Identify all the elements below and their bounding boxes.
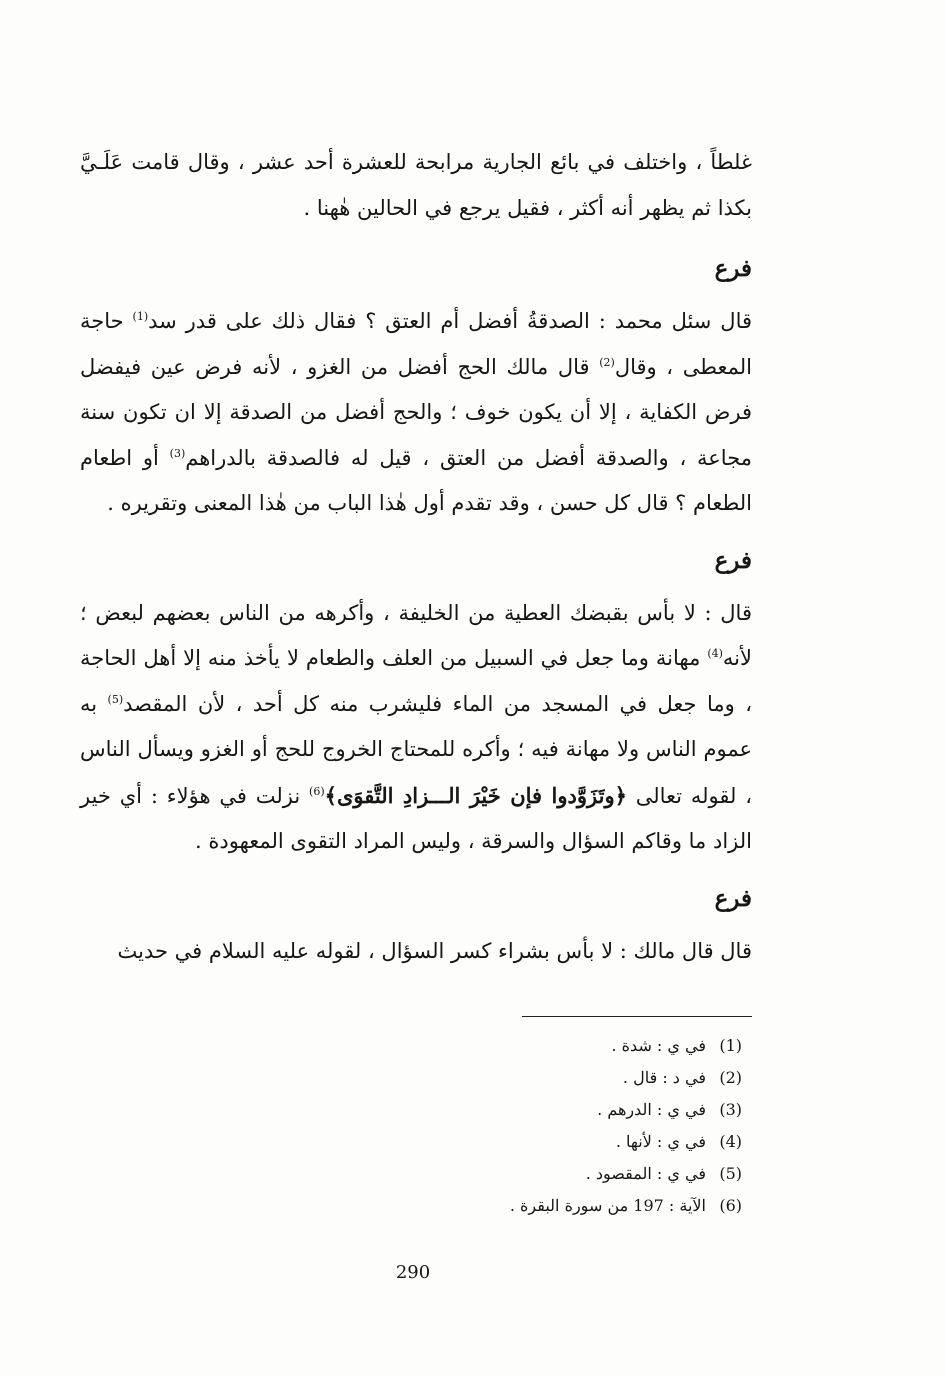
footnote-item	[400, 1158, 742, 1190]
footnote-ref-5[interactable]: (5)	[107, 692, 124, 706]
footnote-item	[400, 1030, 742, 1062]
footnote-number: (1)	[719, 1036, 742, 1055]
footnote-ref-2[interactable]: (2)	[599, 355, 615, 369]
footnote-text: في ي : المقصود .	[585, 1164, 706, 1183]
paragraph-3-part-d: نزلت في هؤلاء : أي خير الزاد ما وقاكم السؤال والسرقة ، وليس المراد التقوى المعهودة .	[80, 783, 752, 853]
paragraph-2-part-b: حاجة المعطى ، وقال	[80, 309, 752, 379]
quran-verse: ﴿وتَزَوَّدوا فإن خَيْرَ الـــزادِ التَّقوَى﴾	[324, 782, 627, 808]
paragraph-2-part-d: أو اطعام الطعام ؟ قال كل حسن ، وقد تقدم أول هٰذا الباب من هٰذا المعنى وتقريره .	[80, 445, 752, 515]
page-number: 290	[395, 1262, 431, 1283]
paragraph-3-part-b: مهانة وما جعل في السبيل من العلف والطعام لا يأخذ منه إلا أهل الحاجة ، وما جعل في المسجد من الماء فليشرب منه كل أحد ، لأن المقصد	[80, 646, 752, 716]
paragraph-2	[80, 299, 752, 527]
footnote-number: (4)	[719, 1132, 742, 1151]
footnote-ref-4[interactable]: (4)	[707, 647, 723, 660]
page-body	[80, 140, 752, 974]
paragraph-3	[80, 591, 752, 865]
paragraph-1: غلطاً ، واختلف في بائع الجارية مرابحة للعشرة أحد عشر ، وقال قامت عَلَـيَّ بكذا ثم يظهر أنه أكثر ، فقيل يرجع في الحالين هٰهنا .	[80, 150, 752, 220]
footnote-number: (6)	[719, 1196, 742, 1215]
footnote-item	[400, 1062, 742, 1094]
footnote-ref-6[interactable]: (6)	[309, 784, 325, 798]
footnote-ref-3[interactable]: (3)	[169, 446, 186, 460]
paragraph-2-part-a: قال سئل محمد : الصدقةُ أفضل أم العتق ؟ فقال ذلك على قدر سد	[148, 309, 753, 333]
paragraph-3-part-a: قال : لا بأس بقبضك العطية من الخليفة ، وأكرهه من الناس بعضهم لبعض ؛ لأنه	[80, 600, 752, 670]
footnote-text: في ي : شدة .	[611, 1036, 706, 1055]
paragraph-3-part-c: به عموم الناس ولا مهانة فيه ؛ وأكره للمحتاج الخروج للحج أو الغزو ويسأل الناس ، لقوله تعالى	[80, 691, 752, 808]
footnote-text: الآية : 197 من سورة البقرة .	[509, 1196, 706, 1215]
footnote-item	[400, 1190, 742, 1222]
footnote-number: (5)	[719, 1164, 742, 1183]
paragraph-2-part-c: قال مالك الحج أفضل من الغزو ، لأنه فرض عين فيفضل فرض الكفاية ، إلا أن يكون خوف ؛ والحج أفضل من الصدقة إلا ان تكون سنة مجاعة ، والصدقة أفضل من العتق ، قيل له فالصدقة بالدراهم	[80, 354, 753, 470]
footnote-item	[400, 1126, 742, 1158]
footnote-ref-1[interactable]: (1)	[132, 310, 149, 323]
section-heading-1: فرع	[714, 255, 752, 282]
footnote-number: (3)	[719, 1100, 742, 1119]
paragraph-4: قال قال مالك : لا بأس بشراء كسر السؤال ، لقوله عليه السلام في حديث	[117, 938, 752, 963]
footnote-text: في ي : لأنها .	[615, 1132, 706, 1151]
section-heading-3: فرع	[714, 884, 752, 912]
section-heading-2: فرع	[714, 546, 752, 574]
footnotes	[400, 1030, 742, 1222]
footnote-separator	[522, 1016, 752, 1017]
footnote-number: (2)	[719, 1068, 742, 1087]
footnote-text: في د : قال .	[622, 1068, 706, 1087]
footnote-text: في ي : الدرهم .	[597, 1100, 706, 1119]
footnote-item	[400, 1094, 742, 1126]
